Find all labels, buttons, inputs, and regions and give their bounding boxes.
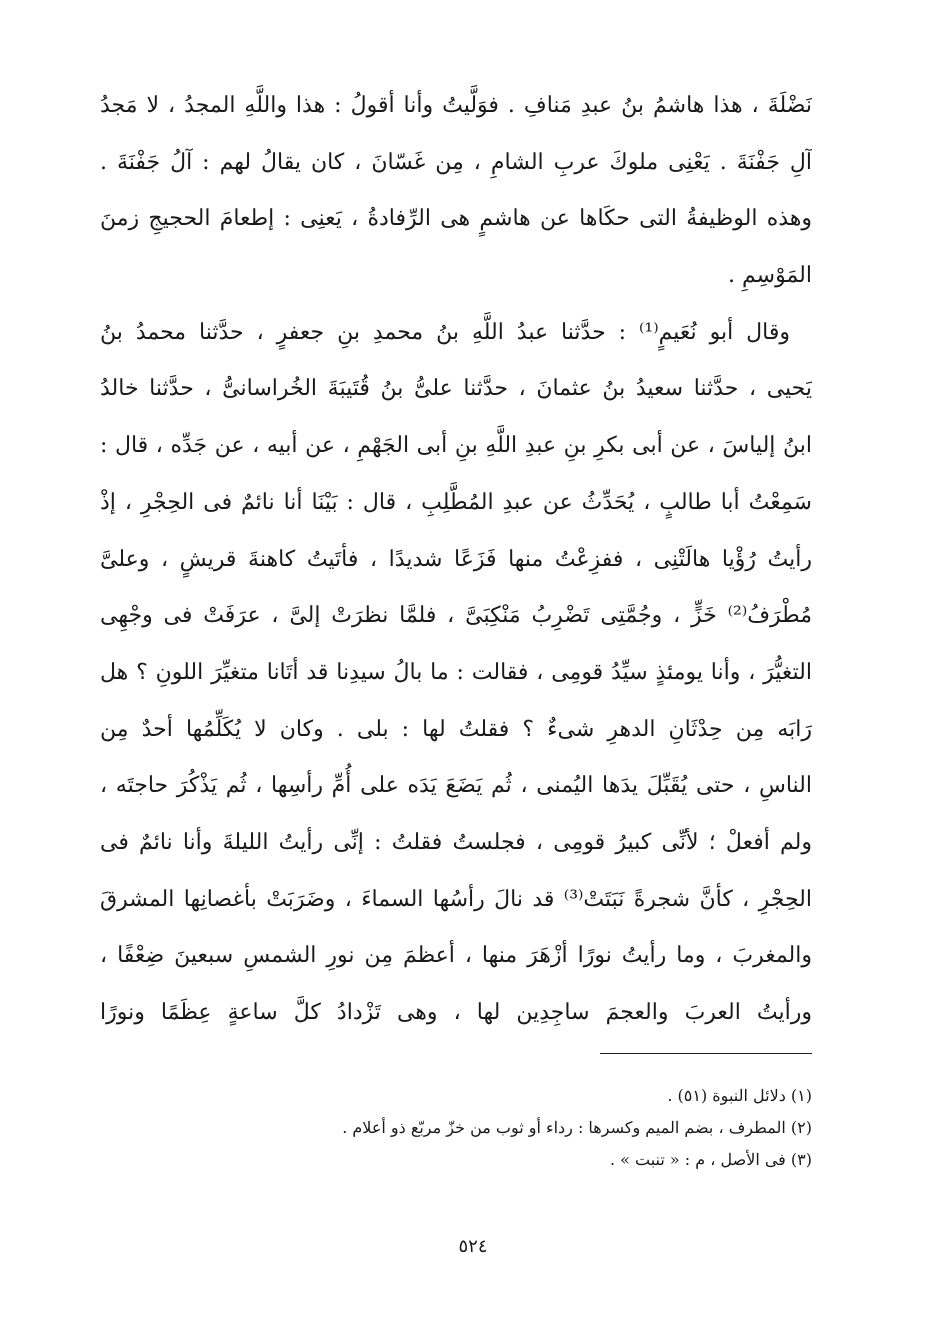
text-line: الناسِ ، حتى يُقَبِّلَ يدَها اليُمنى ، ثُم يَضَعَ يَدَه على أُمِّ رأسِها ، ثُم يَذْكُرَ حاجتَه ، [100, 773, 812, 799]
main-text [100, 78, 812, 1042]
text-line: سَمِعْتُ أبا طالبٍ ، يُحَدِّثُ عن عبدِ المُطَّلِبِ ، قال : بَيْنَا أنا نائمٌ فى الحِجْرِ ، إذْ [100, 489, 812, 515]
footnote: (٣) فى الأصل ، م : « تنبت » . [609, 1150, 812, 1169]
footnote: (٢) المطرف ، بضم الميم وكسرها : رداء أو ثوب من خزّ مربّع ذو أعلام . [342, 1118, 812, 1137]
text-line: ولم أفعلْ ؛ لأنِّى كبيرُ قومِى ، فجلستُ فقلتُ : إنِّى رأيتُ الليلةَ وأنا نائمٌ فى [100, 829, 812, 855]
text-line: وقال أبو نُعَيمٍ⁽¹⁾ : حدَّثنا عبدُ اللَّهِ بنُ محمدِ بنِ جعفرٍ ، حدَّثنا محمدُ بنُ [100, 319, 790, 345]
text-line: نَضْلَةَ ، هذا هاشمُ بنُ عبدِ مَنافِ . فوَلَّيتُ وأنا أقولُ : هذا واللَّهِ المجدُ ، لا مَجدُ [100, 93, 812, 118]
text-line: مُطْرَفُ⁽²⁾ خَزٍّ ، وجُمَّتِى تَضْرِبُ مَنْكِبَىَّ ، فلمَّا نظرَتْ إلىَّ ، عرَفَتْ فى وجْهِى [100, 603, 812, 629]
text-line: المَوْسِمِ . [728, 263, 812, 289]
footnote: (١) دلائل النبوة (٥١) . [667, 1086, 812, 1105]
text-line: وهذه الوظيفةُ التى حكَاها عن هاشمٍ هى الرِّفادةُ ، يَعنِى : إطعامَ الحجيجِ زمنَ [100, 206, 812, 232]
text-line: والمغربَ ، وما رأيتُ نورًا أزْهَرَ منها ، أعظمَ مِن نورِ الشمسِ سبعينَ ضِعْفًا ، [100, 943, 812, 969]
text-line: رَابَه مِن حِدْثَانِ الدهرِ شىءٌ ؟ فقلتُ لها : بلى . وكان لا يُكَلِّمُها أحدٌ مِن [100, 716, 812, 742]
text-line: ابنُ إلياسَ ، عن أبى بكرِ بنِ عبدِ اللَّهِ بنِ أبى الجَهْمِ ، عن أبيه ، عن جَدِّه ، قال : [100, 433, 812, 459]
footnotes [100, 1080, 812, 1176]
text-line: التغيُّرَ ، وأنا يومئذٍ سيِّدُ قومِى ، فقالت : ما بالُ سيدِنا قد أتَانا متغيِّرَ اللونِ ؟ هل [100, 659, 812, 685]
text-line: آلِ جَفْنَةَ . يَعْنِى ملوكَ عربِ الشامِ ، مِن غَسّانَ ، كان يقالُ لهم : آلُ جَفْنَةَ . [100, 149, 812, 175]
text-line: يَحيى ، حدَّثنا سعيدُ بنُ عثمانَ ، حدَّثنا علىُّ بنُ قُتَيبَةَ الخُراسانىُّ ، حدَّثنا خالدُ [100, 376, 812, 402]
page-number: ٥٢٤ [458, 1236, 488, 1257]
text-line: الحِجْرِ ، كأنَّ شجرةً نَبَتَتْ⁽³⁾ قد نالَ رأسُها السماءَ ، وضَرَبَتْ بأغصانِها المشرقَ [100, 886, 812, 912]
text-line: ورأيتُ العربَ والعجمَ ساجِدِين لها ، وهى تَزْدادُ كلَّ ساعةٍ عِظَمًا ونورًا [100, 1000, 812, 1025]
footnote-divider [600, 1053, 812, 1054]
text-line: رأيتُ رُؤْيا هالَتْنِى ، ففزِعْتُ منها فَزَعًا شديدًا ، فأتَيتُ كاهنةَ قريشٍ ، وعلىَّ [100, 546, 812, 572]
